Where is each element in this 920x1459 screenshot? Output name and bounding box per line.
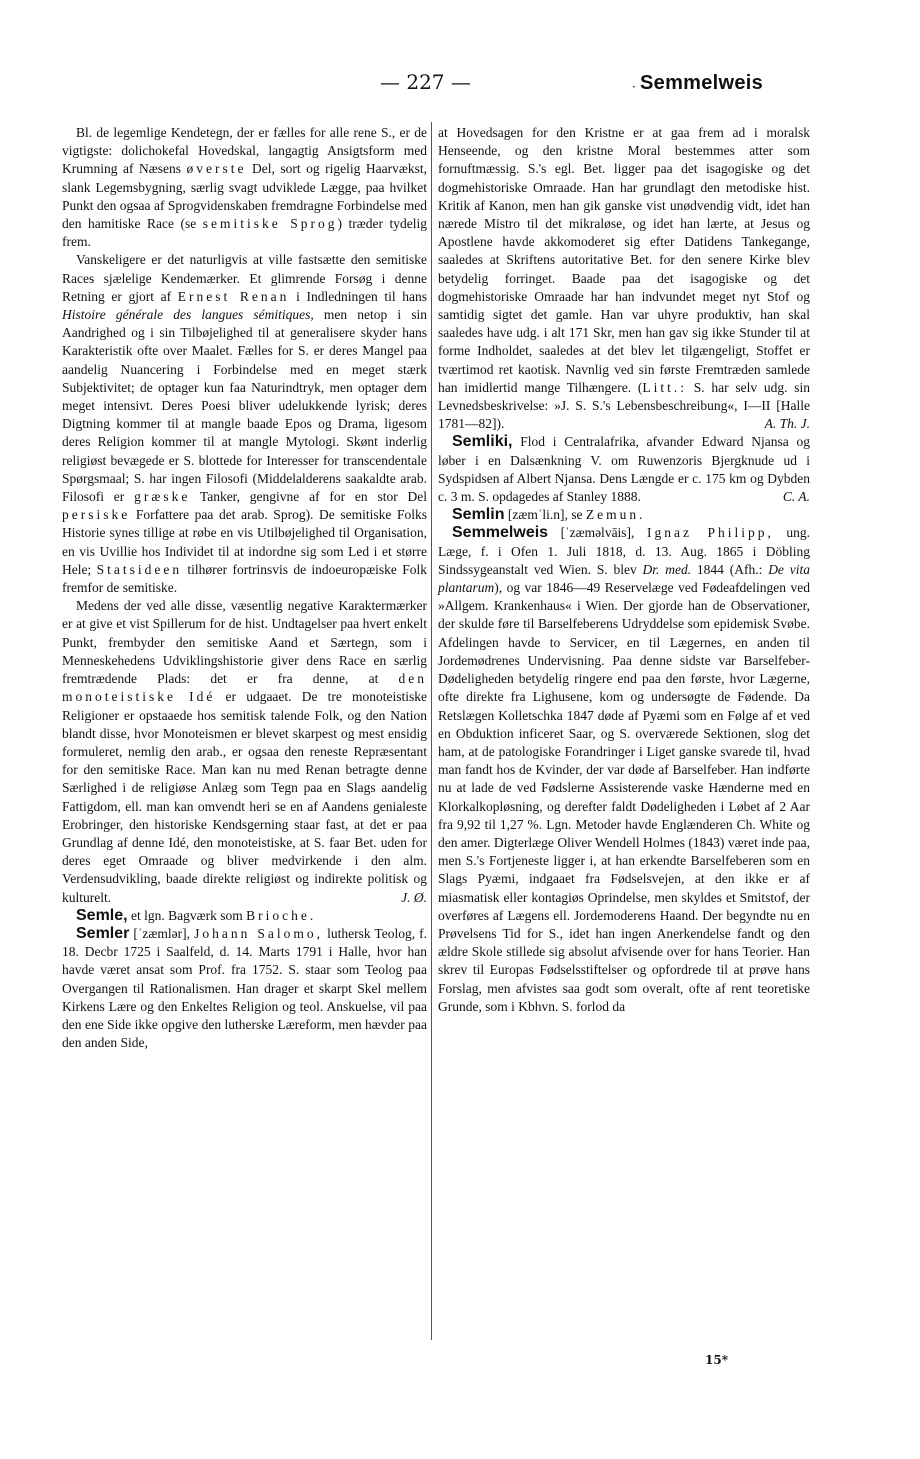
- text: at Hovedsagen for den Kristne er at gaa frem ad i moralsk Henseende, og den kristne Moral bestemmes atter som fornuftmæssig. S.'s egl. Bet. ligger paa det isagogiske og det dogmehistoriske Omraade. Han har grundlagt den metodiske hist. Kritik af Kanon, men han gik ganske vist unødvendig vidt, idet han nærede Mistro til det mikraløse, og idet han lærte, at Jesus og Apostlene havde akkomoderet sig efter Datidens Tankegange, saaledes at Skriftens autoritative Bet. for den senere Kirke blev betydelig forringet. Baade paa det isagogiske og det dogmehistoriske Omraade har han indvundet meget nyt Stof og samtidig sigtet det gamle. Han var uhyre produktiv, han skal saaledes have udg. i alt 171 Skr, men han gav sig ikke Stunder til at forme Indholdet, saaledes at det blev let tilgængeligt, Stoffet er tværtimod ret kaotisk. Navnlig ved sin første Fremtræden samlede han imidlertid mange Tilhængere. (: [438, 125, 810, 395]
- column-divider: [431, 122, 432, 1340]
- entry-semlin: [438, 506, 810, 524]
- author-signature: C. A.: [782, 489, 810, 505]
- text: ) træder tydelig frem.: [62, 216, 427, 250]
- text: Vanskeligere er det naturligvis at ville fastsætte den semitiske Races sjælelige Kendemærker. Et glimrende Forsøg i denne Retning er gjort af: [62, 252, 427, 304]
- cross-reference: semitiske Sprog: [202, 216, 338, 232]
- text: Tanker, gengivne af for en stor Del: [190, 489, 427, 505]
- text: i Indledningen til hans: [289, 288, 427, 304]
- text: Bl. de legemlige Kendetegn, der er fælles for alle rene S., er de vigtigste: dolichokefal Hovedskal, langagtig Ansigtsform med Krumning af Næsens: [62, 125, 427, 177]
- text: luthersk Teolog, f. 18. Decbr 1725 i Saalfeld, d. 14. Marts 1791 i Halle, hvor han havde været ansat som Prof. fra 1752. S. staar som Teolog paa Overgangen til Rationalismen. Han drager et skarpt Skel mellem Kirkens Lære og den Enkeltes Religion og teol. Anskuelse, vil paa den ene Side ikke opgive den lutherske Læreform, men hævder paa den anden Side,: [62, 925, 427, 1051]
- paragraph-mental-traits: [62, 251, 427, 597]
- headword: Semliki,: [452, 433, 513, 451]
- spaced-text: den monoteistiske Idé: [62, 671, 427, 705]
- book-title: Histoire générale des langues sémitiques,: [62, 307, 314, 323]
- text: S. har selv udg. sin Levnedsbeskrivelse: »J. S. S.'s Lebensbeschreibung«, I—II [Halle 1781—82]).: [438, 379, 810, 432]
- text: tilhører fortrinsvis de indoeuropæiske Folk fremfor de semitiske.: [62, 561, 427, 596]
- person-name: Ernest Renan: [177, 288, 290, 304]
- text: er udgaaet. De tre monoteistiske Religioner er opstaaede hos semitisk talende Folk, og den Nation blandt disse, hvor Monoteismen er blevet skarpest og mest ensidig formuleret, nemlig den arab., er ogsaa den reneste Repræsentant for den semitiske Race. Man kan nu med Renan betragte denne Særlighed i de religiøse Anlæg som Tegn paa en Slags aandelig Fattigdom, ell. man kan omvendt heri se en af Aandens genialeste Erobringer, den historiske Kendsgerning staar fast, at det er paa Grundlag af denne Idé, den monoteistiske, at S. faar Bet. uden for deres eget Omraade og bliver medvirkende i den alm. Verdensudvikling, baade direkte religiøst og indirekte politisk og kulturelt.: [62, 689, 427, 905]
- pronunciation: [ˈzæməlvāis],: [548, 525, 647, 541]
- spaced-text: øverste: [186, 161, 247, 177]
- right-column: [438, 124, 810, 1016]
- text: 1844 (Afh.:: [691, 561, 769, 577]
- running-head: Semmelweis: [640, 72, 764, 94]
- text: et lgn. Bagværk som: [127, 907, 247, 923]
- text: ung. Læge, f. i Ofen 1. Juli 1818, d. 13. Aug. 1865 i Döbling Sindssygeanstalt ved Wien. S. blev: [438, 525, 810, 577]
- header-dot: ·: [632, 80, 636, 94]
- degree: Dr. med.: [642, 561, 692, 577]
- author-signature: A. Th. J.: [764, 416, 810, 432]
- pronunciation: [zæmˈli.n], se: [504, 507, 586, 523]
- text: Forfattere paa det arab. Sprog). De semitiske Folks Historie synes tillige at røbe en vis Utilbøjelighed til Organisation, en vis Uvillie hos Individet til at indordne sig som Led i et større Hele;: [62, 507, 427, 577]
- text: ), og var 1846—49 Reservelæge ved Fødeafdelingen ved »Allgem. Krankenhaus« i Wien. Der gjorde han de Observationer, der skulde føre til Barselfeberens Udryddelse som epidemisk Svøbe. Afdelingen havde to Servicer, en til Lægernes, en anden til Jordemødrenes Undervisning. Paa denne sidste var Barselfeber-Dødeligheden betydelig ringere end paa den første, hvor Lægerne, ofte direkte fra Lighusene, kom og undersøgte de Fødende. Da Retslægen Kolletschka 1847 døde af Pyæmi som en Følge af et ved en Obduktion inficeret Saar, og S. overværede Sektionen, slog det ham, at de patologiske Forandringer i Liget ganske svarede til, hvad man fandt hos de Kvinder, der var døde af Barselfeber. Han indførte nu at lade de ved Fødslerne Assisterende vaske Hænderne med en Klorkalkopløsning, og derefter faldt Dødeligheden i Løbet af 2 Aar fra 9,92 til 1,27 %. Lgn. Metoder havde Englænderen Ch. White og den amer. Digterlæge Oliver Wendell Holmes (1843) været inde paa, men S.'s Fortjeneste ligger i, at han erkendte Barselfeberen som en Slags Pyæmi, indgaaet fra Fødselsvejen, at den ikke er af miasmatisk eller kontagiøs Oprindelse, men skyldes et Smitstof, der overføres af Lægens ell. Jordemoderens Haand. Der begyndte nu en Prøvelsens Tid for S., idet han ingen Anerkendelse fandt og den ældre Skole stillede sig absolut afvisende over for hans Teorier. Han skrev til Europas Fødselsstiftelser og opfordrede til at prøve hans Forslag, men afvistes saa godt som overalt, ofte af rent teoretiske Grunde, som i Kbhvn. S. forlod da: [438, 580, 810, 1014]
- person-name: Ignaz Philipp,: [646, 525, 774, 541]
- paragraph-physical-traits: [62, 124, 427, 251]
- text: Medens der ved alle disse, væsentlig negative Karaktermærker er at give et vist Spillerum for de hist. Undtagelser paa hvert enkelt Punkt, frembyder den semitiske Aand et Særtegn, som i Menneskehedens Udviklingshistorie giver dens Race en særlig fremtrædende Plads: det er fra denne, at: [62, 598, 427, 687]
- author-signature: J. Ø.: [401, 889, 427, 905]
- entry-semliki: [438, 433, 810, 506]
- spaced-text: græske: [134, 489, 191, 505]
- cross-reference: Brioche.: [246, 907, 317, 923]
- dissertation-title: De vita plantarum: [438, 561, 810, 596]
- entry-semler: [62, 925, 427, 1052]
- text: Flod i Centralafrika, afvander Edward Njansa og løber i en Dalsænkning V. om Ruwenzoris Bjergknude ud i Sydspidsen af Albert Njansa. Dens Længde er c. 175 km og Dybden c. 3 m. S. opdagedes af Stanley 1888.: [438, 434, 810, 505]
- headword: Semle,: [76, 906, 128, 924]
- paragraph-monotheism: [62, 597, 427, 906]
- headword: Semlin: [452, 506, 505, 524]
- paragraph-semler-continued: [438, 124, 810, 433]
- headword: Semler: [76, 924, 130, 942]
- signature-mark: 15*: [705, 1353, 728, 1367]
- headword: Semmelweis: [452, 524, 549, 542]
- cross-reference: Zemun.: [585, 507, 646, 523]
- text: men netop i sin Aandrighed og i sin Tilbøjelighed til at generalisere skyder hans Karakteristik ofte over Maalet. Fælles for S. er deres Mangel paa aandelig Nuancering i Forbindelse med en meget stærk Subjektivitet; de optager kun faa Naturindtryk, men optager dem meget intensivt. Deres Poesi bliver udelukkende lyrisk; deres Digtning kommer til at mangle baade Epos og Drama, ligesom deres Religion kommer til at mangle Mytologi. Skønt inderlig religiøst bevægede er S. blottede for Interesser for transcendentale Spørgsmaal; S. har ingen Filosofi (Middelalderens saakaldte arab. Filosofi er: [62, 307, 427, 505]
- pronunciation: [ˈzæmlər],: [129, 925, 195, 941]
- page-number: — 227 —: [380, 70, 471, 94]
- entry-semle: [62, 907, 427, 925]
- spaced-text: Statsideen: [96, 561, 183, 577]
- left-column: [62, 124, 427, 1052]
- spaced-text: persiske: [62, 507, 131, 523]
- entry-semmelweis: [438, 524, 810, 1015]
- spaced-text: Litt.:: [642, 379, 687, 395]
- person-name: Johann Salomo,: [194, 925, 324, 941]
- text: Del, sort og rigelig Haarvækst, slank Legemsbygning, særlig svagt udviklede Lægge, paa hvilket Punkt den ogsaa af Sprogvidenskaben fremdragne Forbindelse med den hamitiske Race (se: [62, 161, 427, 232]
